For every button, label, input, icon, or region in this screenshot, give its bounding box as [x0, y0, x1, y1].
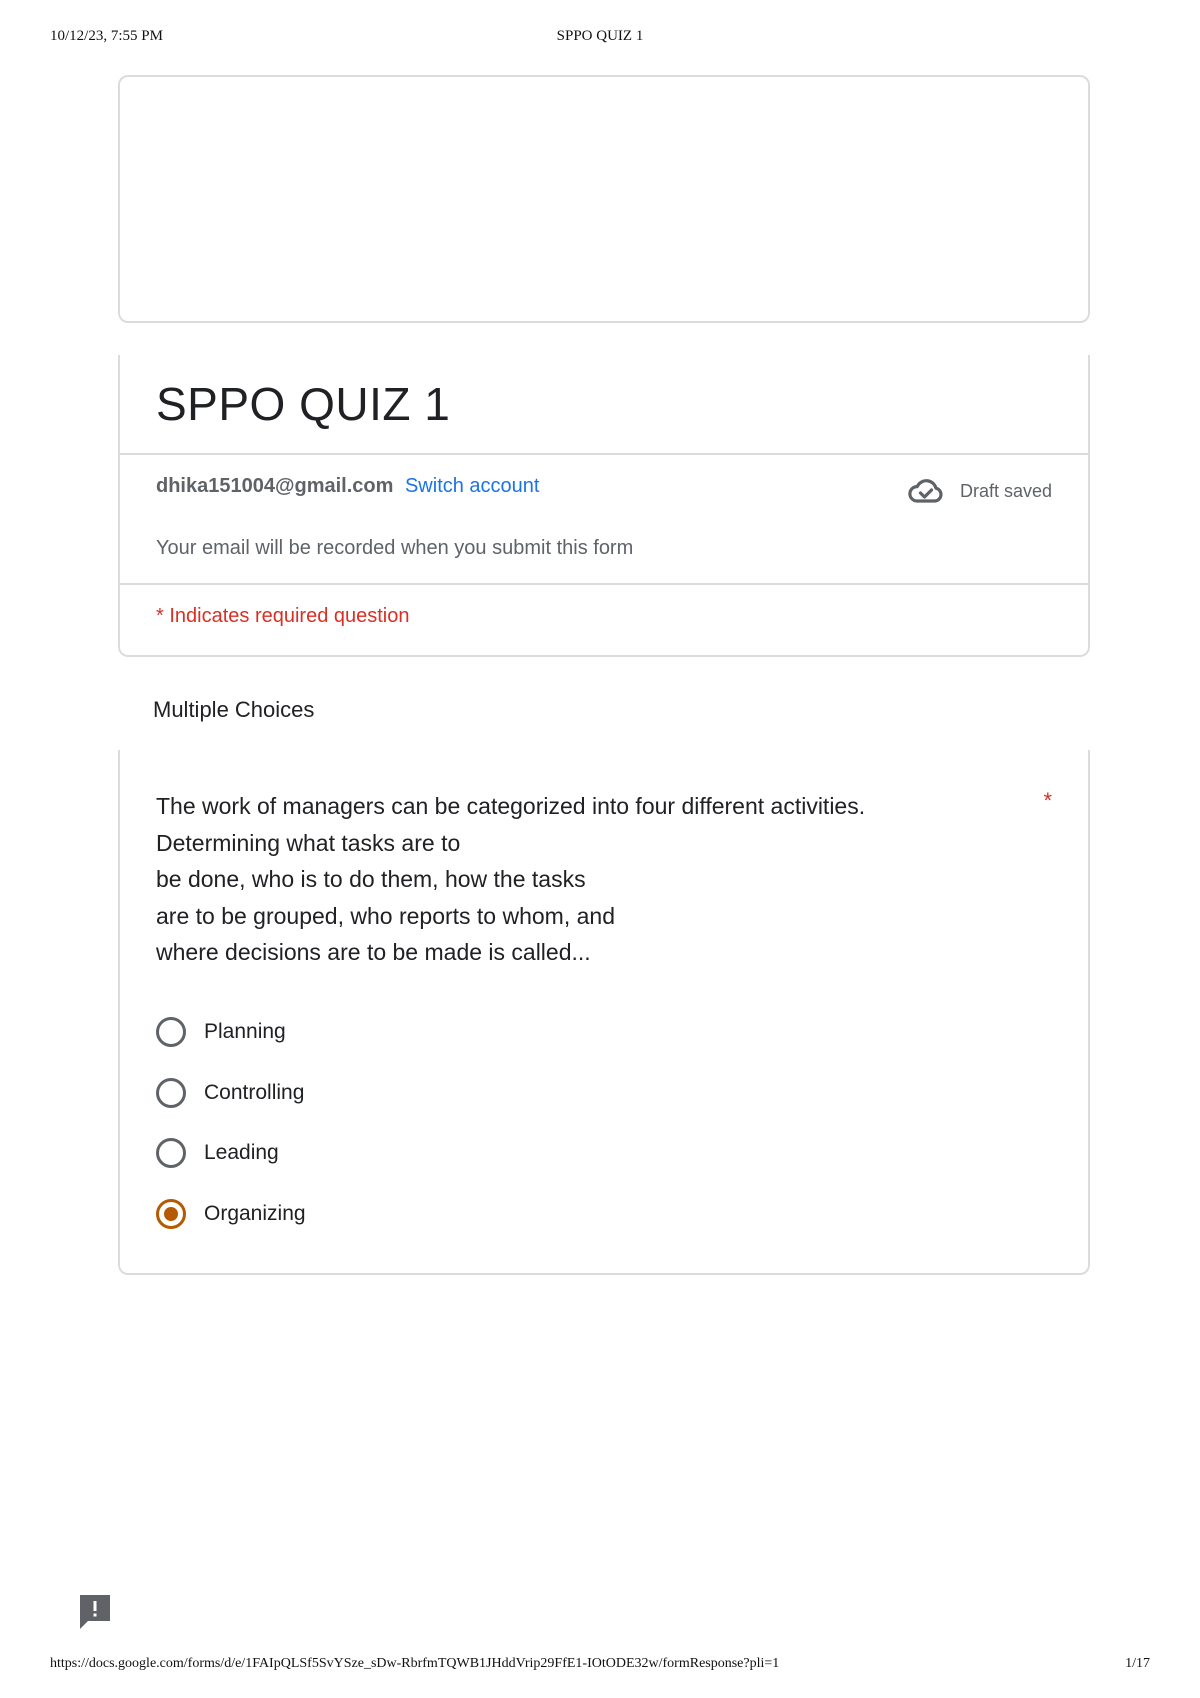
form-title: SPPO QUIZ 1	[156, 378, 451, 430]
option-leading[interactable]	[156, 1123, 306, 1184]
option-label: Leading	[204, 1141, 279, 1165]
option-organizing[interactable]	[156, 1184, 306, 1245]
print-header	[50, 28, 1150, 48]
question-text: The work of managers can be categorized into four different activities. Determining what tasks are to be done, who is to do them, how the tasks are to be grouped, who reports to whom, and where decisions are to be made is called...	[156, 793, 866, 965]
cloud-check-icon	[908, 477, 944, 505]
divider	[120, 453, 1088, 455]
draft-status	[908, 477, 1052, 505]
page-number: 1/17	[1125, 1656, 1150, 1671]
radio-button[interactable]	[156, 1138, 186, 1168]
print-footer	[50, 1656, 1150, 1676]
option-label: Controlling	[204, 1080, 305, 1104]
option-label: Organizing	[204, 1201, 306, 1225]
option-label: Planning	[204, 1020, 286, 1044]
option-controlling[interactable]	[156, 1063, 306, 1124]
print-url: https://docs.google.com/forms/d/e/1FAIpQLSf5SvYSze_sDw-RbrfmTQWB1JHddVrip29FfE1-IOtODE32w/formResponse?pli=1	[50, 1656, 780, 1671]
draft-status-text: Draft saved	[959, 480, 1052, 501]
print-title: SPPO QUIZ 1	[556, 28, 644, 44]
divider	[120, 583, 1088, 585]
email-recorded-note: Your email will be recorded when you submit this form	[156, 537, 634, 559]
required-star: *	[1043, 788, 1052, 813]
header-banner	[118, 75, 1090, 323]
print-datetime: 10/12/23, 7:55 PM	[50, 28, 163, 44]
question-card	[118, 750, 1090, 1275]
account-row	[156, 475, 539, 498]
account-email: dhika151004@gmail.com	[156, 475, 394, 497]
option-planning[interactable]	[156, 1002, 306, 1063]
radio-button[interactable]	[156, 1017, 186, 1047]
radio-button[interactable]	[156, 1078, 186, 1108]
switch-account-link[interactable]: Switch account	[404, 475, 540, 497]
form-title-card	[118, 355, 1090, 657]
radio-button-selected[interactable]	[156, 1199, 186, 1229]
section-title: Multiple Choices	[153, 697, 315, 722]
required-question-note: * Indicates required question	[156, 605, 410, 627]
feedback-icon[interactable]	[78, 1593, 112, 1631]
options-list	[156, 1002, 306, 1244]
